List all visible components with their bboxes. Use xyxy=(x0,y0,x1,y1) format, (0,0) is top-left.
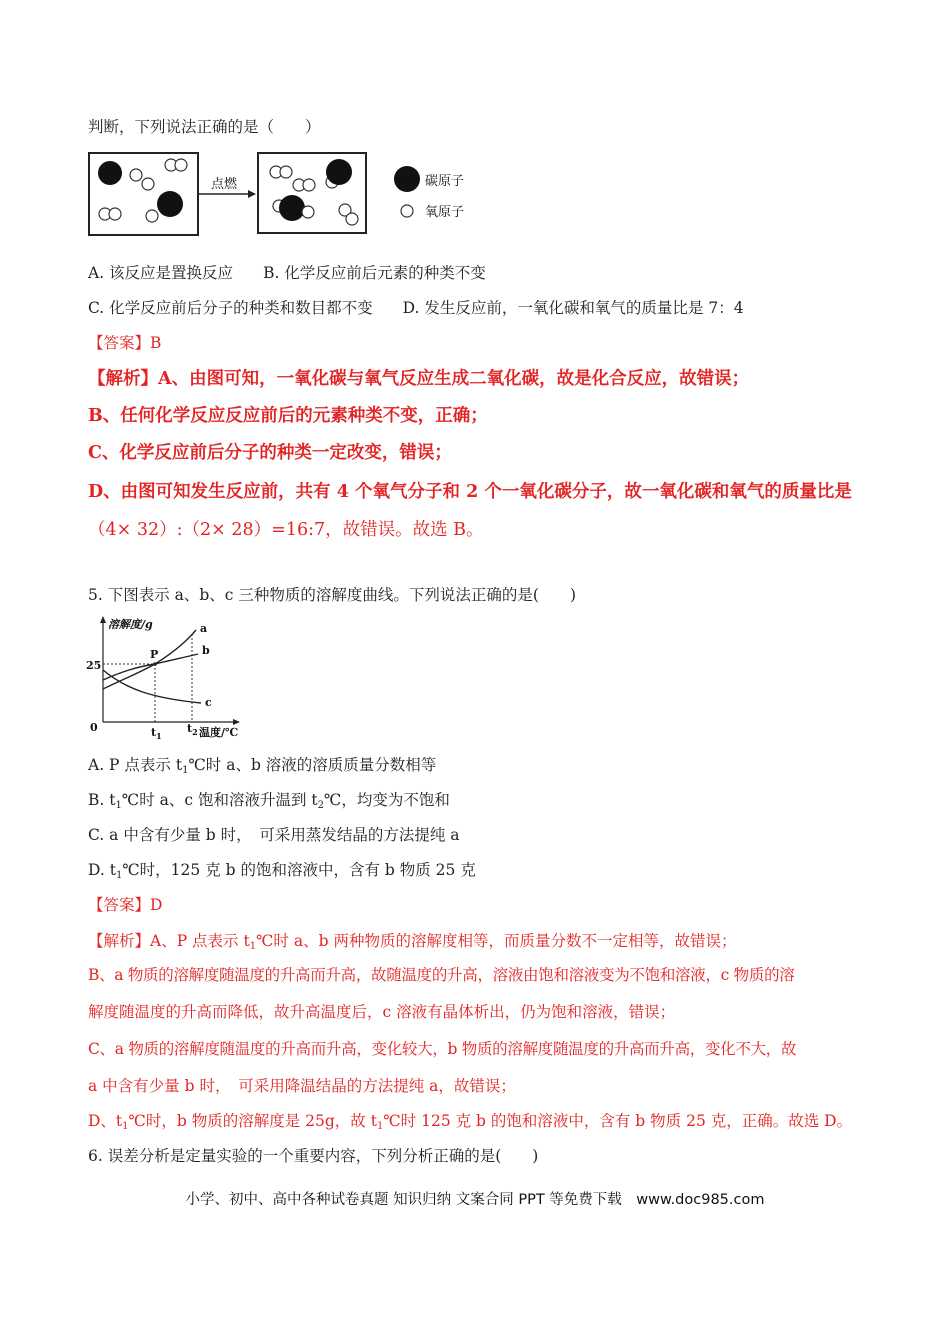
q5-analysis-line-1: 【解析】A、P 点表示 t1℃时 a、b 两种物质的溶解度相等，而质量分数不一定相等，故错误； xyxy=(88,932,737,952)
q5-analysis-line-2: B、a 物质的溶解度随温度的升高而升高，故随温度的升高，溶液由饱和溶液变为不饱和溶液，c 物质的溶 xyxy=(88,966,795,984)
q4-option-c: C. 化学反应前后分子的种类和数目都不变 xyxy=(88,299,373,317)
y-axis-label: 溶解度/g xyxy=(108,618,153,631)
q4-option-d: D. 发生反应前，一氧化碳和氧气的质量比是 7：4 xyxy=(402,299,744,317)
arrow-label: 点燃 xyxy=(211,177,238,192)
origin-label: 0 xyxy=(90,721,98,734)
q6-stem: 6. 误差分析是定量实验的一个重要内容，下列分析正确的是( ) xyxy=(88,1147,539,1165)
curve-a-label: a xyxy=(200,622,208,635)
q4-option-a: A. 该反应是置换反应 xyxy=(88,264,234,282)
q4-stem-tail: 判断，下列说法正确的是（ ） xyxy=(88,118,321,136)
q4-answer: 【答案】B xyxy=(88,334,162,352)
q5-stem: 5. 下图表示 a、b、c 三种物质的溶解度曲线。下列说法正确的是( ) xyxy=(88,586,577,604)
legend-oxygen-label: 氧原子 xyxy=(425,205,465,220)
y-tick-25: 25 xyxy=(86,659,102,672)
q4-analysis-line-2: B、任何化学反应反应前后的元素种类不变，正确； xyxy=(88,406,488,426)
q5-option-c: C. a 中含有少量 b 时， 可采用蒸发结晶的方法提纯 a xyxy=(88,826,460,844)
q4-analysis-line-5: （4× 32）:（2× 28）=16:7，故错误。故选 B。 xyxy=(88,520,484,540)
legend-oxygen-swatch xyxy=(401,205,413,217)
q4-analysis-line-3: C、化学反应前后分子的种类一定改变，错误； xyxy=(88,443,452,463)
t1-label: $t_1$ xyxy=(151,726,162,741)
q5-analysis-line-4: C、a 物质的溶解度随温度的升高而升高，变化较大，b 物质的溶解度随温度的升高而升高，变化不大，故 xyxy=(88,1040,797,1058)
point-p-label: P xyxy=(150,648,159,661)
reaction-diagram xyxy=(86,148,486,240)
q5-option-a: A. P 点表示 t1℃时 a、b 溶液的溶质质量分数相等 xyxy=(88,756,437,776)
q5-analysis-line-6: D、t1℃时，b 物质的溶解度是 25g，故 t1℃时 125 克 b 的饱和溶液中，含有 b 物质 25 克，正确。故选 D。 xyxy=(88,1112,853,1132)
q4-analysis-line-1: 【解析】A、由图可知，一氧化碳与氧气反应生成二氧化碳，故是化合反应，故错误； xyxy=(88,369,750,389)
curve-c xyxy=(103,670,201,703)
legend-carbon-label: 碳原子 xyxy=(425,174,465,189)
q4-options-row2 xyxy=(88,297,744,319)
q5-analysis-line-3: 解度随温度的升高而降低，故升高温度后，c 溶液有晶体析出，仍为饱和溶液，错误； xyxy=(88,1003,676,1021)
t2-label: $t_2$ xyxy=(187,722,198,737)
q5-option-b: B. t1℃时 a、c 饱和溶液升温到 t2℃，均变为不饱和 xyxy=(88,791,450,811)
q4-analysis-line-4: D、由图可知发生反应前，共有 4 个氧气分子和 2 个一氧化碳分子，故一氧化碳和氧气的质量比是 xyxy=(88,482,852,502)
solubility-graph xyxy=(86,614,256,744)
legend-carbon-swatch xyxy=(394,166,420,192)
x-axis-label: 温度/℃ xyxy=(199,726,239,739)
curve-c-label: c xyxy=(205,696,212,709)
q4-options-row1 xyxy=(88,262,486,284)
q4-option-b: B. 化学反应前后元素的种类不变 xyxy=(263,264,486,282)
curve-b-label: b xyxy=(202,644,210,657)
q5-option-d: D. t1℃时，125 克 b 的饱和溶液中，含有 b 物质 25 克 xyxy=(88,861,476,881)
q5-answer: 【答案】D xyxy=(88,896,163,914)
page-footer: 小学、初中、高中各种试卷真题 知识归纳 文案合同 PPT 等免费下载 www.doc985.com xyxy=(185,1192,765,1208)
q5-analysis-line-5: a 中含有少量 b 时， 可采用降温结晶的方法提纯 a，故错误； xyxy=(88,1077,516,1095)
